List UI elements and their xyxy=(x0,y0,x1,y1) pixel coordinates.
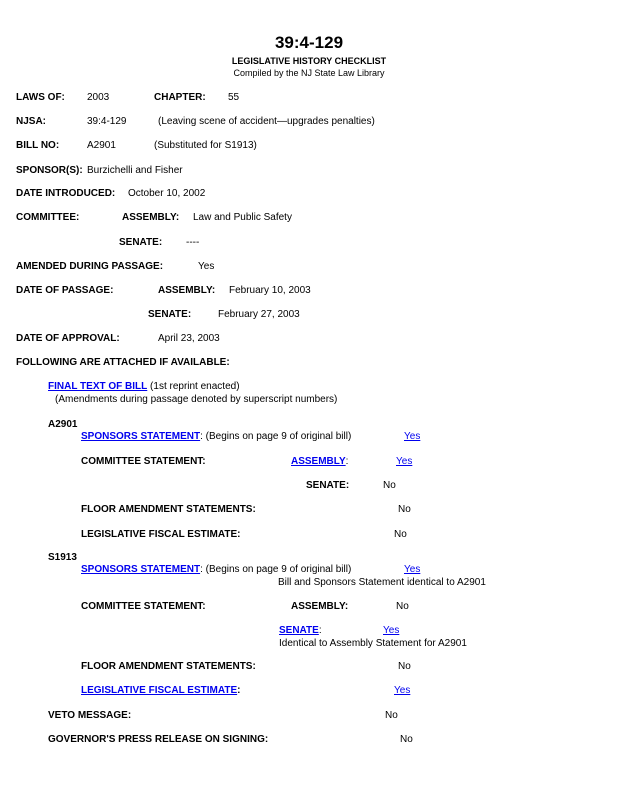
a2901-sponsors-row xyxy=(81,431,351,442)
s1913-floor-label: FLOOR AMENDMENT STATEMENTS: xyxy=(81,661,256,672)
page-subtitle: LEGISLATIVE HISTORY CHECKLIST xyxy=(231,56,387,66)
bill-heading-s1913: S1913 xyxy=(48,552,77,563)
passage-senate-label: SENATE: xyxy=(148,309,192,320)
press-release-value: No xyxy=(400,734,413,745)
sponsors-value: Burzichelli and Fisher xyxy=(87,165,183,176)
passage-assembly-label: ASSEMBLY: xyxy=(158,285,216,296)
s1913-fiscal-link[interactable]: LEGISLATIVE FISCAL ESTIMATE xyxy=(81,685,238,696)
s1913-fiscal-row xyxy=(81,685,240,696)
date-approval-value: April 23, 2003 xyxy=(158,333,220,344)
passage-senate-value: February 27, 2003 xyxy=(218,309,300,320)
final-text-link[interactable]: FINAL TEXT OF BILL xyxy=(48,381,148,392)
s1913-senate-note: Identical to Assembly Statement for A2901 xyxy=(279,638,467,649)
s1913-senate-yes[interactable]: Yes xyxy=(383,625,400,636)
s1913-assembly-value: No xyxy=(396,601,409,612)
a2901-fiscal-value: No xyxy=(394,529,407,540)
date-introduced-value: October 10, 2002 xyxy=(128,188,206,199)
bill-no-value: A2901 xyxy=(87,140,116,151)
s1913-sponsors-statement-link[interactable]: SPONSORS STATEMENT xyxy=(81,564,201,575)
a2901-committee-statement-label: COMMITTEE STATEMENT: xyxy=(81,456,206,467)
a2901-assembly-yes[interactable]: Yes xyxy=(396,456,413,467)
a2901-floor-value: No xyxy=(398,504,411,515)
njsa-value: 39:4-129 xyxy=(87,116,127,127)
s1913-fiscal-colon: : xyxy=(237,685,241,696)
veto-label: VETO MESSAGE: xyxy=(48,710,132,721)
committee-senate-value: ---- xyxy=(186,237,200,248)
following-heading: FOLLOWING ARE ATTACHED IF AVAILABLE: xyxy=(16,357,230,368)
final-text-row xyxy=(48,381,240,392)
veto-value: No xyxy=(385,710,398,721)
committee-label: COMMITTEE: xyxy=(16,212,80,223)
committee-assembly-label: ASSEMBLY: xyxy=(122,212,180,223)
chapter-label: CHAPTER: xyxy=(154,92,206,103)
a2901-floor-label: FLOOR AMENDMENT STATEMENTS: xyxy=(81,504,256,515)
compiled-by: Compiled by the NJ State Law Library xyxy=(233,68,385,78)
bill-heading-a2901: A2901 xyxy=(48,419,78,430)
bill-no-label: BILL NO: xyxy=(16,140,60,151)
laws-of-value: 2003 xyxy=(87,92,110,103)
passage-assembly-value: February 10, 2003 xyxy=(229,285,311,296)
a2901-senate-label: SENATE: xyxy=(306,480,350,491)
s1913-fiscal-yes[interactable]: Yes xyxy=(394,685,411,696)
s1913-sponsors-statement-yes[interactable]: Yes xyxy=(404,564,421,575)
a2901-fiscal-label: LEGISLATIVE FISCAL ESTIMATE: xyxy=(81,529,241,540)
sponsors-label: SPONSOR(S): xyxy=(16,165,83,176)
s1913-assembly-label: ASSEMBLY: xyxy=(291,601,349,612)
amended-label: AMENDED DURING PASSAGE: xyxy=(16,261,164,272)
laws-of-label: LAWS OF: xyxy=(16,92,65,103)
bill-no-note: (Substituted for S1913) xyxy=(154,140,257,151)
s1913-sponsors-statement-note: : (Begins on page 9 of original bill) xyxy=(200,564,352,575)
s1913-floor-value: No xyxy=(398,661,411,672)
amended-value: Yes xyxy=(198,261,215,272)
a2901-assembly-row xyxy=(291,456,348,467)
s1913-identical-note: Bill and Sponsors Statement identical to A2901 xyxy=(278,577,486,588)
a2901-senate-value: No xyxy=(383,480,396,491)
njsa-label: NJSA: xyxy=(16,116,47,127)
a2901-assembly-link[interactable]: ASSEMBLY xyxy=(291,456,346,467)
s1913-committee-statement-label: COMMITTEE STATEMENT: xyxy=(81,601,206,612)
committee-senate-label: SENATE: xyxy=(119,237,163,248)
committee-assembly-value: Law and Public Safety xyxy=(193,212,292,223)
press-release-label: GOVERNOR'S PRESS RELEASE ON SIGNING: xyxy=(48,734,269,745)
date-introduced-label: DATE INTRODUCED: xyxy=(16,188,116,199)
date-approval-label: DATE OF APPROVAL: xyxy=(16,333,120,344)
njsa-description: (Leaving scene of accident—upgrades penalties) xyxy=(158,116,375,127)
s1913-senate-row xyxy=(279,625,322,636)
a2901-sponsors-statement-link[interactable]: SPONSORS STATEMENT xyxy=(81,431,201,442)
amendments-note: (Amendments during passage denoted by superscript numbers) xyxy=(55,394,338,405)
a2901-sponsors-statement-note: : (Begins on page 9 of original bill) xyxy=(200,431,352,442)
s1913-senate-link[interactable]: SENATE xyxy=(279,625,319,636)
chapter-value: 55 xyxy=(228,92,240,103)
s1913-senate-colon: : xyxy=(318,625,322,636)
final-text-note: (1st reprint enacted) xyxy=(150,381,240,392)
date-passage-label: DATE OF PASSAGE: xyxy=(16,285,114,296)
a2901-sponsors-statement-yes[interactable]: Yes xyxy=(404,431,421,442)
page-title: 39:4-129 xyxy=(274,33,344,52)
s1913-sponsors-row xyxy=(81,564,351,575)
a2901-assembly-colon: : xyxy=(345,456,349,467)
